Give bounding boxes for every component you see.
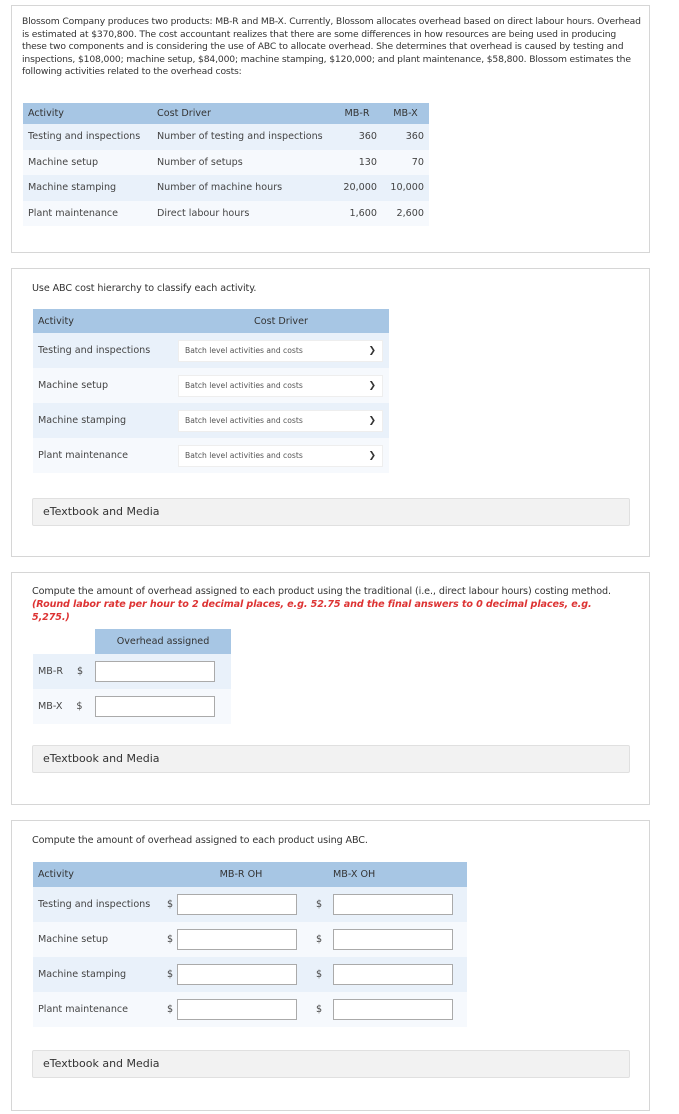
question-text: Compute the amount of overhead assigned to each product using the traditional (i.e., direct labour hours) costing method. (Round labor rate per hour to 2 decimal places, e.g. 52.75 and the final answers to 0 decimal places, e.g. 5,275.): [32, 586, 611, 623]
col-activity: Activity: [23, 103, 152, 124]
col-overhead-assigned: Overhead assigned: [95, 629, 231, 654]
mbr-oh-maintenance-input[interactable]: [177, 999, 297, 1020]
col-mbx-oh: MB-X OH: [333, 862, 467, 887]
col-activity: Activity: [33, 309, 173, 333]
question-text: Compute the amount of overhead assigned to each product using ABC.: [32, 835, 368, 846]
mbr-oh-setup-input[interactable]: [177, 929, 297, 950]
overhead-mbx-input[interactable]: [95, 696, 215, 717]
problem-statement-card: [11, 5, 650, 253]
overhead-mbr-input[interactable]: [95, 661, 215, 682]
rounding-instruction: (Round labor rate per hour to 2 decimal places, e.g. 52.75 and the final answers to 0 decimal places, e.g. 5,275.): [32, 599, 592, 623]
hierarchy-select-testing[interactable]: Batch level activities and costs ❯: [178, 340, 383, 362]
chevron-down-icon: ❯: [368, 345, 376, 356]
etextbook-media-button[interactable]: eTextbook and Media: [32, 745, 630, 773]
mbx-oh-setup-input[interactable]: [333, 929, 453, 950]
problem-statement: Blossom Company produces two products: MB-R and MB-X. Currently, Blossom allocates overhead based on direct labour hours. Overhead is estimated at $370,800. The cost accountant realizes that there are some differences in how resources are being used in producing these two components and is considering the use of ABC to allocate overhead. She determines that overhead is caused by testing and inspections, $108,000; machine setup, $84,000; machine stamping, $120,000; and plant maintenance, $58,800. Blossom estimates the following activities related to the overhead costs:: [22, 16, 641, 78]
part-traditional-card: [11, 572, 650, 805]
table-row: Plant maintenance Batch level activities and costs ❯: [33, 438, 389, 473]
table-row: Machine setup Number of setups 130 70: [23, 150, 429, 176]
chevron-down-icon: ❯: [368, 415, 376, 426]
mbr-oh-stamping-input[interactable]: [177, 964, 297, 985]
abc-allocation-table: [33, 862, 467, 1027]
hierarchy-select-setup[interactable]: Batch level activities and costs ❯: [178, 375, 383, 397]
col-activity: Activity: [33, 862, 163, 887]
activity-data-table: [23, 103, 429, 226]
mbr-oh-testing-input[interactable]: [177, 894, 297, 915]
table-row: Testing and inspections $ $: [33, 887, 467, 922]
col-mbr: MB-R: [332, 103, 382, 124]
table-row: Machine stamping Batch level activities and costs ❯: [33, 403, 389, 438]
col-mbx: MB-X: [382, 103, 429, 124]
traditional-table: [33, 629, 231, 724]
table-row: Machine setup $ $: [33, 922, 467, 957]
col-mbr-oh: MB-R OH: [177, 862, 305, 887]
hierarchy-table: [33, 309, 389, 473]
table-row: Testing and inspections Batch level activities and costs ❯: [33, 333, 389, 368]
mbx-oh-stamping-input[interactable]: [333, 964, 453, 985]
table-row: MB-R $: [33, 654, 231, 689]
mbx-oh-testing-input[interactable]: [333, 894, 453, 915]
table-row: Machine setup Batch level activities and costs ❯: [33, 368, 389, 403]
table-row: Plant maintenance Direct labour hours 1,600 2,600: [23, 201, 429, 227]
table-row: Testing and inspections Number of testing and inspections 360 360: [23, 124, 429, 150]
table-row: Machine stamping $ $: [33, 957, 467, 992]
etextbook-media-button[interactable]: eTextbook and Media: [32, 1050, 630, 1078]
table-row: Machine stamping Number of machine hours 20,000 10,000: [23, 175, 429, 201]
table-row: MB-X $: [33, 689, 231, 724]
table-row: Plant maintenance $ $: [33, 992, 467, 1027]
chevron-down-icon: ❯: [368, 380, 376, 391]
chevron-down-icon: ❯: [368, 450, 376, 461]
etextbook-media-button[interactable]: eTextbook and Media: [32, 498, 630, 526]
question-text: Use ABC cost hierarchy to classify each activity.: [32, 283, 257, 294]
mbx-oh-maintenance-input[interactable]: [333, 999, 453, 1020]
col-cost-driver: Cost Driver: [152, 103, 332, 124]
part-abc-hierarchy-card: [11, 268, 650, 557]
hierarchy-select-stamping[interactable]: Batch level activities and costs ❯: [178, 410, 383, 432]
hierarchy-select-maintenance[interactable]: Batch level activities and costs ❯: [178, 445, 383, 467]
part-abc-allocation-card: [11, 820, 650, 1111]
col-cost-driver: Cost Driver: [173, 309, 389, 333]
